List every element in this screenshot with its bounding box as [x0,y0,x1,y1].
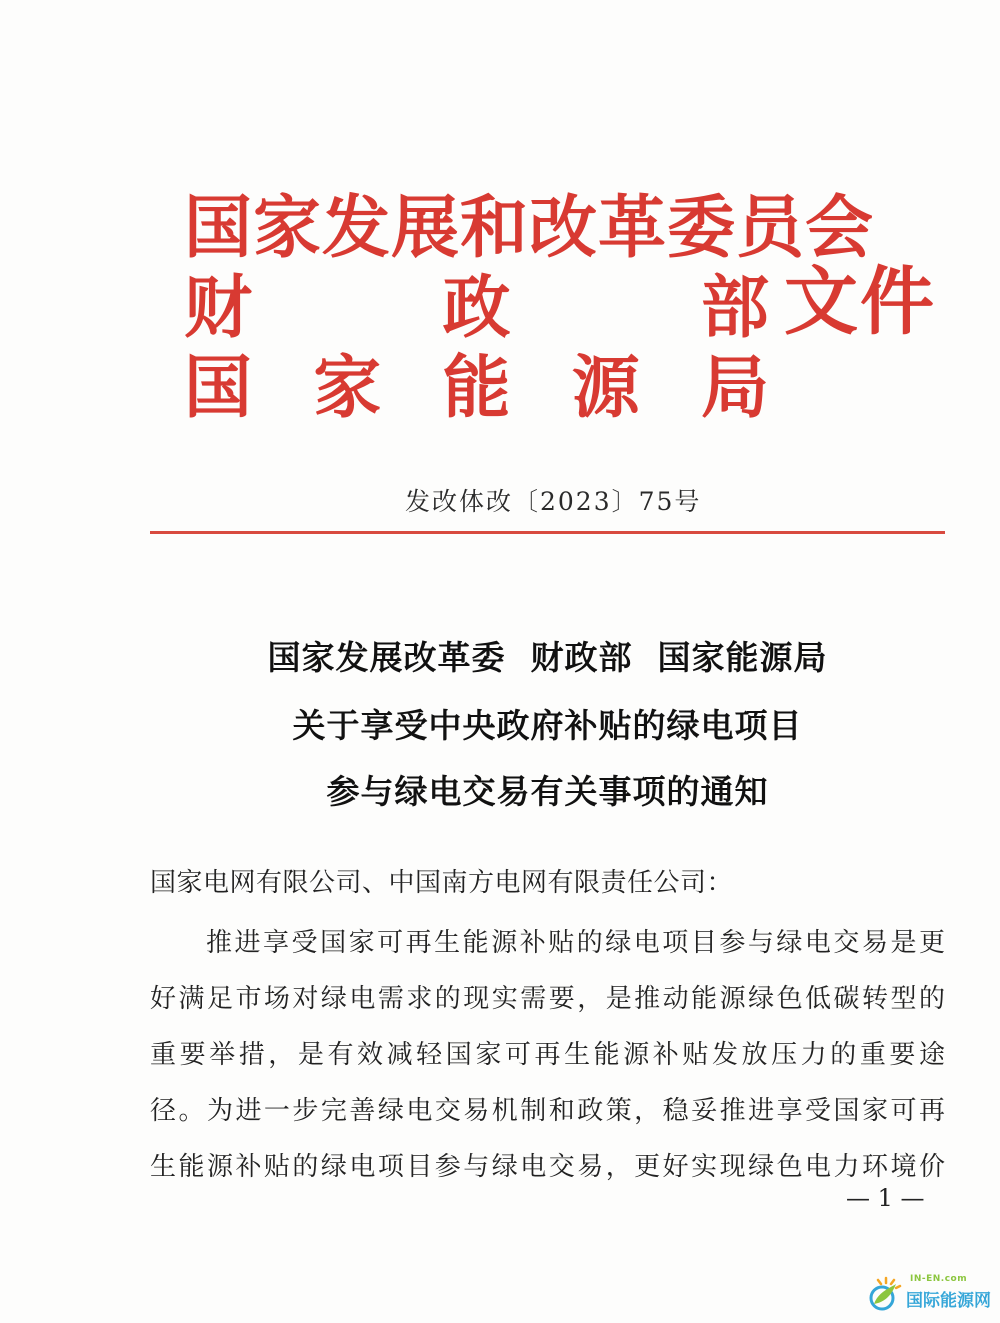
watermark-site-name: 国际能源网 [906,1291,991,1311]
paragraph-line: 推进享受国家可再生能源补贴的绿电项目参与绿电交易是更 [206,928,945,958]
agency-char: 部 [700,268,769,348]
document-title-line-1: 国家发展改革委 财政部 国家能源局 [267,638,828,677]
document-number: 发改体改〔2023〕75号 [405,487,702,516]
site-watermark [860,1268,995,1318]
paragraph-line: 径。为进一步完善绿电交易机制和政策，稳妥推进享受国家可再 [150,1096,945,1126]
agency-char: 能 [442,348,511,428]
sun-leaf-logo-icon [860,1274,908,1316]
paragraph-line: 生能源补贴的绿电项目参与绿电交易，更好实现绿色电力环境价 [150,1152,945,1182]
issuing-agency-line-1: 国家发展和改革委员会 [184,188,875,268]
issuing-agency-line-2 [184,268,769,348]
document-title-line-3: 参与绿电交易有关事项的通知 [326,772,769,811]
document-type-label: 文件 [784,259,936,345]
agency-char: 财 [184,268,253,348]
issuing-agency-line-3 [184,348,769,428]
paragraph-line: 重要举措，是有效减轻国家可再生能源补贴发放压力的重要途 [150,1040,945,1070]
watermark-domain: IN-EN.com [910,1274,968,1284]
page-number: — 1 — [846,1184,925,1212]
document-title-line-2: 关于享受中央政府补贴的绿电项目 [292,706,803,745]
addressee: 国家电网有限公司、中国南方电网有限责任公司： [150,868,734,898]
paragraph-line: 好满足市场对绿电需求的现实需要，是推动能源绿色低碳转型的 [150,984,945,1014]
red-divider-line [150,531,945,534]
agency-char: 局 [700,348,769,428]
agency-char: 政 [442,268,511,348]
agency-char: 家 [313,348,382,428]
agency-char: 源 [571,348,640,428]
agency-char: 国 [184,348,253,428]
